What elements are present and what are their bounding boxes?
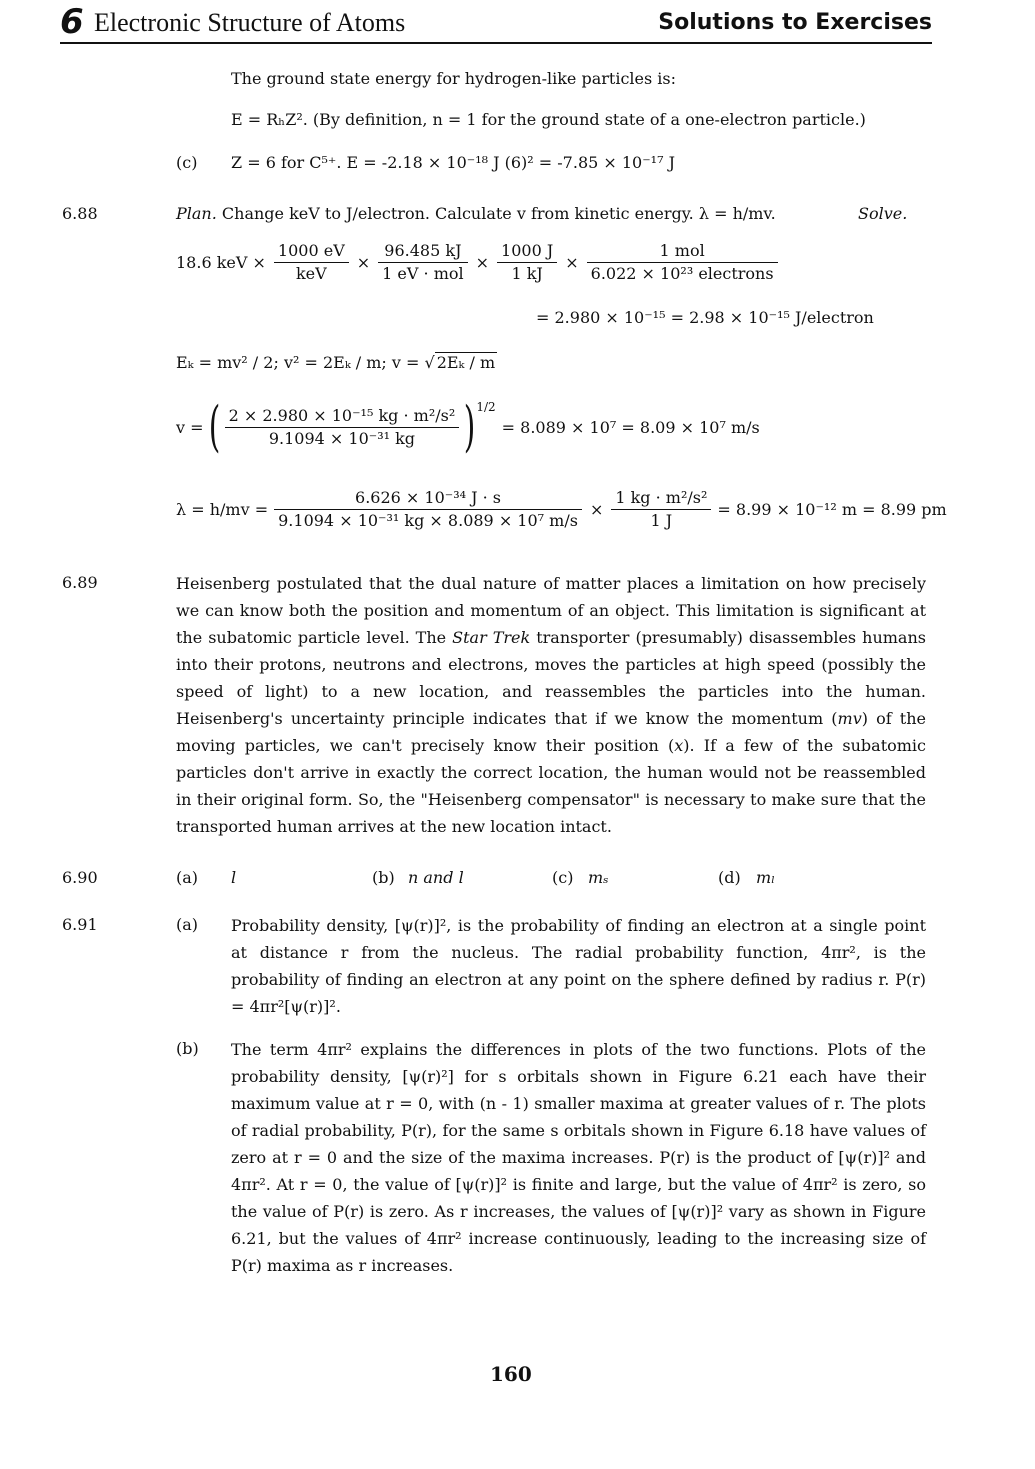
fraction: $\frac{\text{2 × 2.980 × 10⁻¹⁵ kg · m²/s²}}{\text{9.1094 × 10⁻³¹ kg}}$ [225,405,460,450]
fraction: $\frac{1000 eV}{\text{keV}}$ [274,240,349,285]
conversion-result: = 2.980 × 10⁻¹⁵ = 2.98 × 10⁻¹⁵ J/electron [536,308,874,327]
fraction: $\frac{1000 J}{1 kJ}$ [497,240,557,285]
part-d-label: (d) [718,868,741,887]
chapter-number: 6 [60,2,84,42]
plan-text: Change keV to J/electron. Calculate v from kinetic energy. λ = h/mv. [221,204,776,223]
velocity-equation: v = ( $\frac{\text{2 × 2.980 × 10⁻¹⁵ kg · m²/s²}}{\text{9.1094 × 10⁻³¹ kg}}$ ) 1/2 = 8.089 × 10⁷ = 8.09 × 10⁷ m/s [176,395,760,458]
eq3-lead: v = [176,417,204,437]
exponent: 1/2 [476,400,496,414]
plan-line [176,201,776,227]
part-d-answer: mₗ [756,868,776,887]
kinetic-energy-equation: Eₖ = mv² / 2; v² = 2Eₖ / m; v = √ 2Eₖ / m [176,353,496,372]
part-b-answer: n and l [408,868,464,887]
radicand: 2Eₖ / m [436,353,496,372]
wavelength-equation: λ = h/mv = $\frac{\text{6.626 × 10⁻³⁴ J · s}}{\text{9.1094 × 10⁻³¹ kg × 8.089 × 10⁷ m/s}}$ × $\frac{\text{1 kg · m²/s²}}{1 J}$ = 8.99 × 10⁻¹² m = 8.99 pm [176,488,947,530]
eq1-lead: 18.6 keV × [176,253,266,272]
part-c-label: (c) [552,868,574,887]
exercise-number: 6.89 [62,573,98,592]
part-c-text: Z = 6 for C⁵⁺. E = -2.18 × 10⁻¹⁸ J (6)² = -7.85 × 10⁻¹⁷ J [231,153,676,172]
ground-state-intro: The ground state energy for hydrogen-like particles is: [231,69,677,88]
radial-probability-paragraph: The term 4πr² explains the differences in plots of the two functions. Plots of the probability density, [ψ(r)²] for s orbitals shown in Figure 6.21 each have their maximum value at r = 0, with (n - 1) smaller maxima at greater values of r. The plots of radial probability, P(r), for the same s orbitals shown in Figure 6.18 have values of zero at r = 0 and the size of the maxima increases. P(r) is the product of [ψ(r)]² and 4πr². At r = 0, the value of [ψ(r)]² is finite and large, but the value of 4πr² is zero, so the value of P(r) is zero. As r increases, the values of [ψ(r)]² vary as shown in Figure 6.21, but the values of 4πr² increase continuously, leading to the increasing size of P(r) maxima as r increases. [231,1040,926,1275]
part-c-answer: mₛ [588,868,609,887]
conversion-equation: 18.6 keV × $\frac{1000 eV}{\text{keV}}$ × $\frac{96.485 kJ}{\text{1 eV · mol}}$ × $\frac{1000 J}{1 kJ}$ × $\frac{\text{1 mol}}{\text{6.022 × 10²³ electrons}}$ [176,240,778,285]
chapter-title: Electronic Structure of Atoms [94,8,406,37]
header-rule [60,42,932,44]
page-number: 160 [490,1362,532,1386]
part-a-label: (a) [176,915,199,934]
part-a-answer: l [231,868,237,887]
ground-state-equation: E = RₕZ². (By definition, n = 1 for the ground state of a one-electron particle.) [231,110,866,129]
fraction: $\frac{\text{1 kg · m²/s²}}{1 J}$ [611,487,711,532]
plan-label: Plan. [176,204,217,223]
solve-label: Solve. [858,204,908,223]
velocity-result: = 8.089 × 10⁷ = 8.09 × 10⁷ m/s [501,417,760,437]
fraction: $\frac{\text{1 mol}}{\text{6.022 × 10²³ electrons}}$ [587,240,778,285]
exercise-number: 6.88 [62,204,98,223]
heisenberg-paragraph: Heisenberg postulated that the dual nature of matter places a limitation on how precisely we can know both the position and momentum of an object. This limitation is significant at the subatomic particle level. The Star Trek transporter (presumably) disassembles humans into their protons, neutrons and electrons, moves the particles at high speed (possibly the speed of light) to a new location, and reassembles the particles into the human. Heisenberg's uncertainty principle indicates that if we know the momentum (mv) of the moving particles, we can't precisely know their position (x). If a few of the subatomic particles don't arrive in exactly the correct location, the human would not be reassembled in their original form. So, the "Heisenberg compensator" is necessary to make sure that the transported human arrives at the new location intact. [176,574,927,836]
part-b-label: (b) [372,868,395,887]
probability-density-paragraph: Probability density, [ψ(r)]², is the probability of finding an electron at a single point at distance r from the nucleus. The radial probability function, 4πr², is the probability of finding an electron at any point on the sphere defined by radius r. P(r) = 4πr²[ψ(r)]². [231,916,926,1016]
fraction: $\frac{96.485 kJ}{\text{1 eV · mol}}$ [378,240,467,285]
fraction: $\frac{\text{6.626 × 10⁻³⁴ J · s}}{\text{9.1094 × 10⁻³¹ kg × 8.089 × 10⁷ m/s}}$ [274,487,582,532]
part-a-label: (a) [176,868,199,887]
exercise-number: 6.91 [62,915,98,934]
part-b-label: (b) [176,1039,199,1058]
section-title: Solutions to Exercises [658,10,932,35]
part-c-label: (c) [176,153,198,172]
exercise-number: 6.90 [62,868,98,887]
wavelength-result: = 8.99 × 10⁻¹² m = 8.99 pm [717,500,947,519]
eq4-lead: λ = h/mv = [176,500,269,519]
